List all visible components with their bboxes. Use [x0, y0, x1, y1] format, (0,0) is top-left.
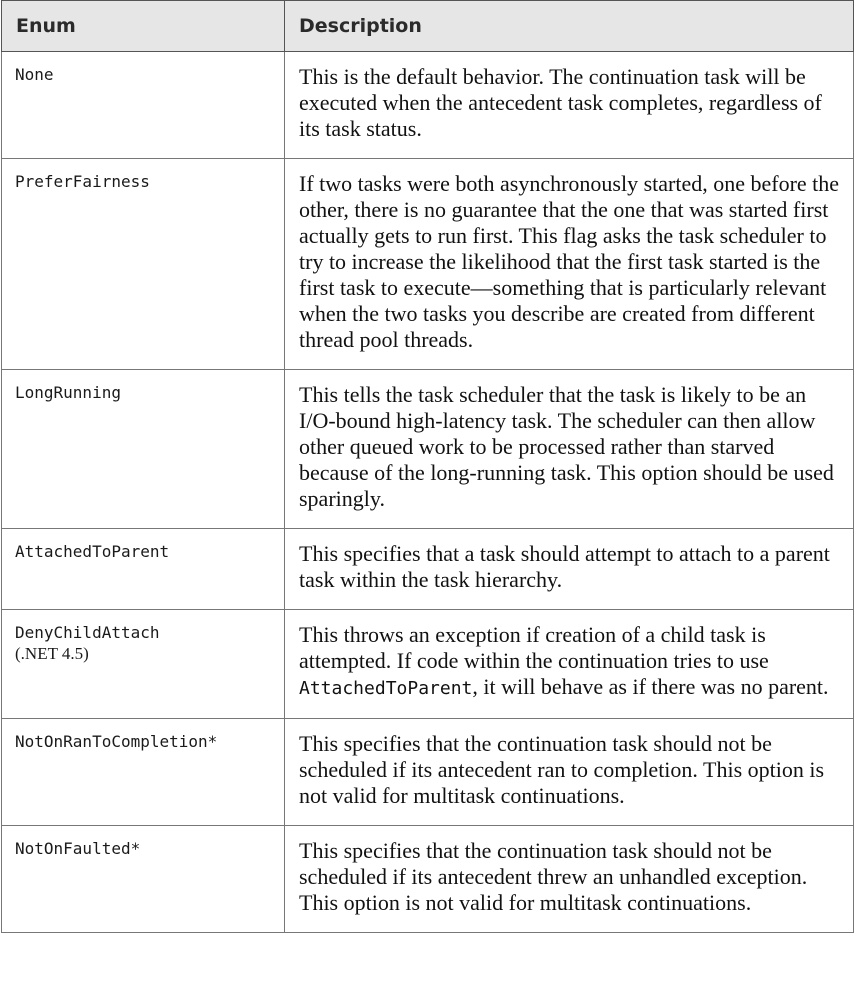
description-cell: If two tasks were both asynchronously started, one before the other, there is no guarantee that the one that was started first actually gets to run first. This flag asks the task scheduler to try to increase the likelihood that the first task started is the first task to execute—something that is particularly relevant when the two tasks you describe are created from different thread pool threads. [285, 159, 854, 370]
description-cell: This specifies that the continuation task should not be scheduled if its antecedent ran to completion. This option is not valid for multitask continuations. [285, 719, 854, 826]
enum-description-table [1, 0, 854, 933]
table-row [2, 370, 854, 529]
enum-cell: None [2, 52, 285, 159]
enum-cell: PreferFairness [2, 159, 285, 370]
enum-version-note: (.NET 4.5) [15, 644, 89, 663]
enum-cell: NotOnFaulted* [2, 826, 285, 933]
description-cell [285, 610, 854, 719]
inline-code: AttachedToParent [299, 678, 473, 699]
description-cell: This is the default behavior. The continuation task will be executed when the antecedent task completes, regardless of its task status. [285, 52, 854, 159]
table-row [2, 52, 854, 159]
enum-cell: AttachedToParent [2, 529, 285, 610]
description-cell: This specifies that the continuation task should not be scheduled if its antecedent threw an unhandled exception. This option is not valid for multitask continuations. [285, 826, 854, 933]
column-header-enum: Enum [2, 1, 285, 52]
enum-cell: LongRunning [2, 370, 285, 529]
enum-cell: NotOnRanToCompletion* [2, 719, 285, 826]
description-cell: This specifies that a task should attempt to attach to a parent task within the task hierarchy. [285, 529, 854, 610]
table-row [2, 529, 854, 610]
table-row [2, 719, 854, 826]
enum-cell [2, 610, 285, 719]
enum-name: DenyChildAttach [15, 623, 160, 642]
description-text: , it will behave as if there was no parent. [472, 674, 829, 699]
description-text: This throws an exception if creation of a child task is attempted. If code within the continuation tries to use [299, 622, 769, 673]
column-header-description: Description [285, 1, 854, 52]
table-row [2, 159, 854, 370]
description-cell: This tells the task scheduler that the task is likely to be an I/O-bound high-latency task. The scheduler can then allow other queued work to be processed rather than starved because of the long-running task. This option should be used sparingly. [285, 370, 854, 529]
table-header-row [2, 1, 854, 52]
table-row [2, 610, 854, 719]
table-row [2, 826, 854, 933]
